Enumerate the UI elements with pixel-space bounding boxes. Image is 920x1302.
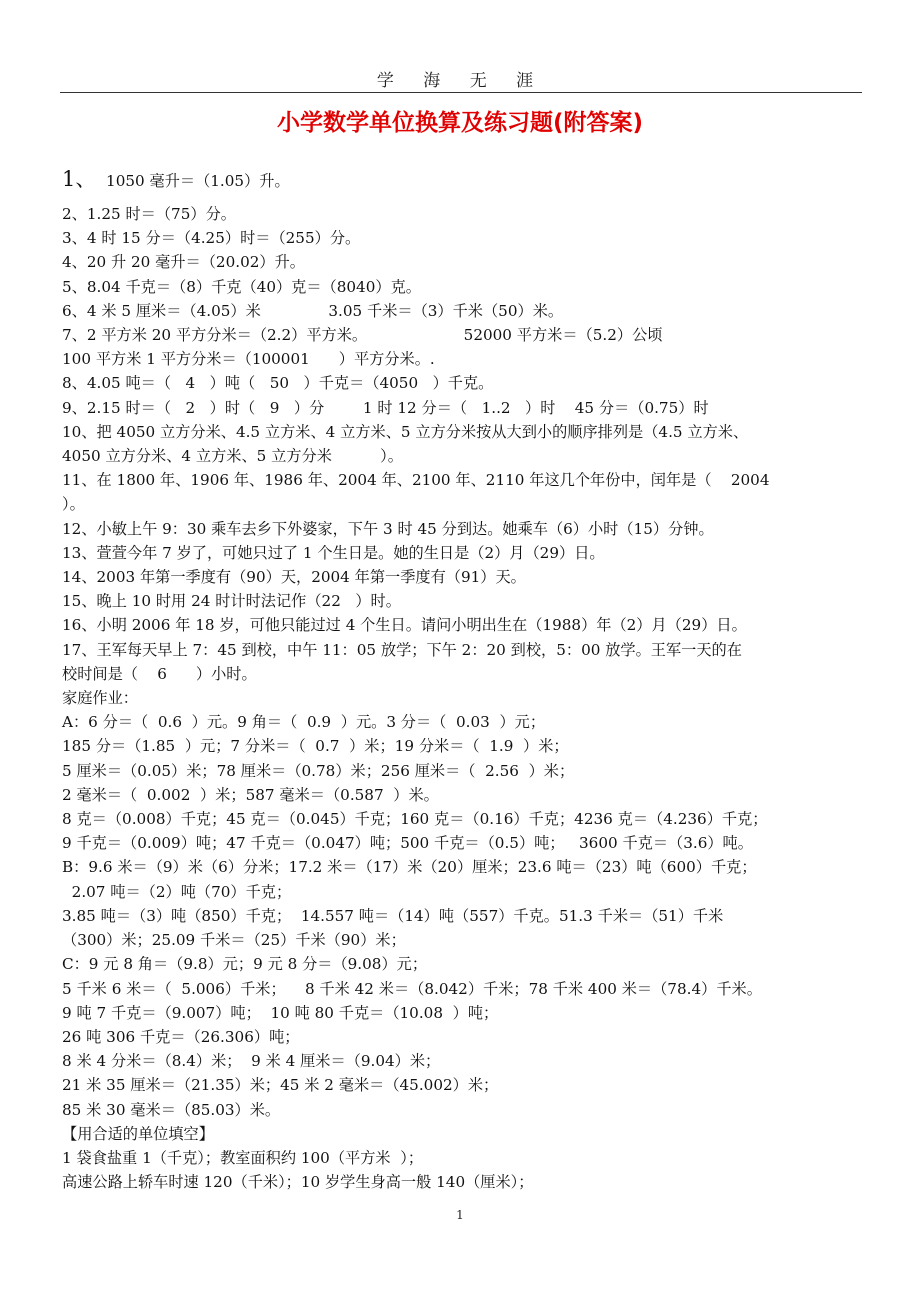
text-line: （300）米；25.09 千米＝（25）千米（90）米； <box>62 931 406 950</box>
document-title: 小学数学单位换算及练习题(附答案) <box>276 110 644 136</box>
text-line: 2.07 吨＝（2）吨（70）千克； <box>62 882 292 901</box>
text-line: 5 厘米＝（0.05）米；78 厘米＝（0.78）米；256 厘米＝（ 2.56 ）米； <box>62 761 575 780</box>
question-text: 1050 毫升＝（1.05）升。 <box>96 172 290 190</box>
text-line: C：9 元 8 角＝（9.8）元；9 元 8 分＝（9.08）元； <box>62 955 428 974</box>
text-line: B：9.6 米＝（9）米（6）分米；17.2 米＝（17）米（20）厘米；23.6 吨＝（23）吨（600）千克； <box>62 858 757 877</box>
text-line: 2、1.25 时＝（75）分。 <box>62 205 236 223</box>
text-line: 3、4 时 15 分＝（4.25）时＝（255）分。 <box>62 229 361 248</box>
question-lines <box>62 202 872 1194</box>
text-line: 8 米 4 分米＝（8.4）米； 9 米 4 厘米＝（9.04）米； <box>62 1052 441 1071</box>
text-line: 5 千米 6 米＝（ 5.006）千米； 8 千米 42 米＝（8.042）千米；78 千米 400 米＝（78.4）千米。 <box>62 979 762 998</box>
text-line: 5、8.04 千克＝（8）千克（40）克＝（8040）克。 <box>62 277 421 296</box>
question-line-1 <box>62 164 872 196</box>
text-line: 8、4.05 吨＝（ 4 ）吨（ 50 ）千克＝（4050 ）千克。 <box>62 374 494 393</box>
text-line: 校时间是（ 6 ）小时。 <box>62 664 257 683</box>
text-line: 17、王军每天早上 7：45 到校，中午 11：05 放学；下午 2：20 到校，5：00 放学。王军一天的在 <box>62 640 742 659</box>
text-line: A：6 分＝（ 0.6 ）元。9 角＝（ 0.9 ）元。3 分＝（ 0.03 ）元； <box>62 713 546 732</box>
page-header: 学 海 无 涯 <box>376 71 546 91</box>
page-number: 1 <box>456 1208 464 1222</box>
text-line: 12、小敏上午 9：30 乘车去乡下外婆家，下午 3 时 45 分到达。她乘车（6）小时（15）分钟。 <box>62 519 714 538</box>
text-line: 13、萱萱今年 7 岁了，可她只过了 1 个生日是。她的生日是（2）月（29）日。 <box>62 543 605 562</box>
text-line: 85 米 30 毫米＝（85.03）米。 <box>62 1100 281 1119</box>
text-line: 7、2 平方米 20 平方分米＝（2.2）平方米。 52000 平方米＝（5.2）公顷 <box>62 326 663 345</box>
text-line: 家庭作业： <box>62 689 138 708</box>
text-line: 6、4 米 5 厘米＝（4.05）米 3.05 千米＝（3）千米（50）米。 <box>62 301 564 320</box>
text-line: 26 吨 306 千克＝（26.306）吨； <box>62 1027 300 1046</box>
text-line: 【用合适的单位填空】 <box>62 1124 214 1143</box>
text-line: 15、晚上 10 时用 24 时计时法记作（22 ）时。 <box>62 592 401 611</box>
text-line: 9、2.15 时＝（ 2 ）时（ 9 ）分 1 时 12 分＝（ 1..2 ）时 45 分＝（0.75）时 <box>62 398 709 417</box>
text-line: ）。 <box>62 495 85 514</box>
text-line: 3.85 吨＝（3）吨（850）千克； 14.557 吨＝（14）吨（557）千克。51.3 千米＝（51）千米 <box>62 906 724 925</box>
text-line: 8 克＝（0.008）千克；45 克＝（0.045）千克；160 克＝（0.16）千克；4236 克＝（4.236）千克； <box>62 810 768 829</box>
header-rule <box>60 92 862 93</box>
text-line: 1 袋食盐重 1（千克）；教室面积约 100（平方米 ）； <box>62 1148 424 1167</box>
text-line: 4、20 升 20 毫升＝（20.02）升。 <box>62 253 305 272</box>
text-line: 21 米 35 厘米＝（21.35）米；45 米 2 毫米＝（45.002）米； <box>62 1076 499 1095</box>
text-line: 16、小明 2006 年 18 岁，可他只能过过 4 个生日。请问小明出生在（1988）年（2）月（29）日。 <box>62 616 747 635</box>
text-line: 4050 立方分米、4 立方米、5 立方分米 ）。 <box>62 447 403 466</box>
document-body <box>62 164 872 1194</box>
text-line: 185 分＝（1.85 ）元；7 分米＝（ 0.7 ）米；19 分米＝（ 1.9 ）米； <box>62 737 569 756</box>
text-line: 2 毫米＝（ 0.002 ）米；587 毫米＝（0.587 ）米。 <box>62 785 439 804</box>
text-line: 14、2003 年第一季度有（90）天，2004 年第一季度有（91）天。 <box>62 568 526 587</box>
text-line: 9 吨 7 千克＝（9.007）吨； 10 吨 80 千克＝（10.08 ）吨； <box>62 1003 499 1022</box>
question-number: 1、 <box>62 167 97 191</box>
text-line: 100 平方米 1 平方分米＝（100001 ）平方分米。. <box>62 350 435 369</box>
text-line: 10、把 4050 立方分米、4.5 立方米、4 立方米、5 立方分米按从大到小的顺序排列是（4.5 立方米、 <box>62 422 749 441</box>
text-line: 高速公路上轿车时速 120（千米）；10 岁学生身高一般 140（厘米）； <box>62 1173 534 1192</box>
text-line: 9 千克＝（0.009）吨；47 千克＝（0.047）吨；500 千克＝（0.5）吨； 3600 千克＝（3.6）吨。 <box>62 834 753 853</box>
text-line: 11、在 1800 年、1906 年、1986 年、2004 年、2100 年、2110 年这几个年份中，闰年是（ 2004 <box>62 471 770 490</box>
